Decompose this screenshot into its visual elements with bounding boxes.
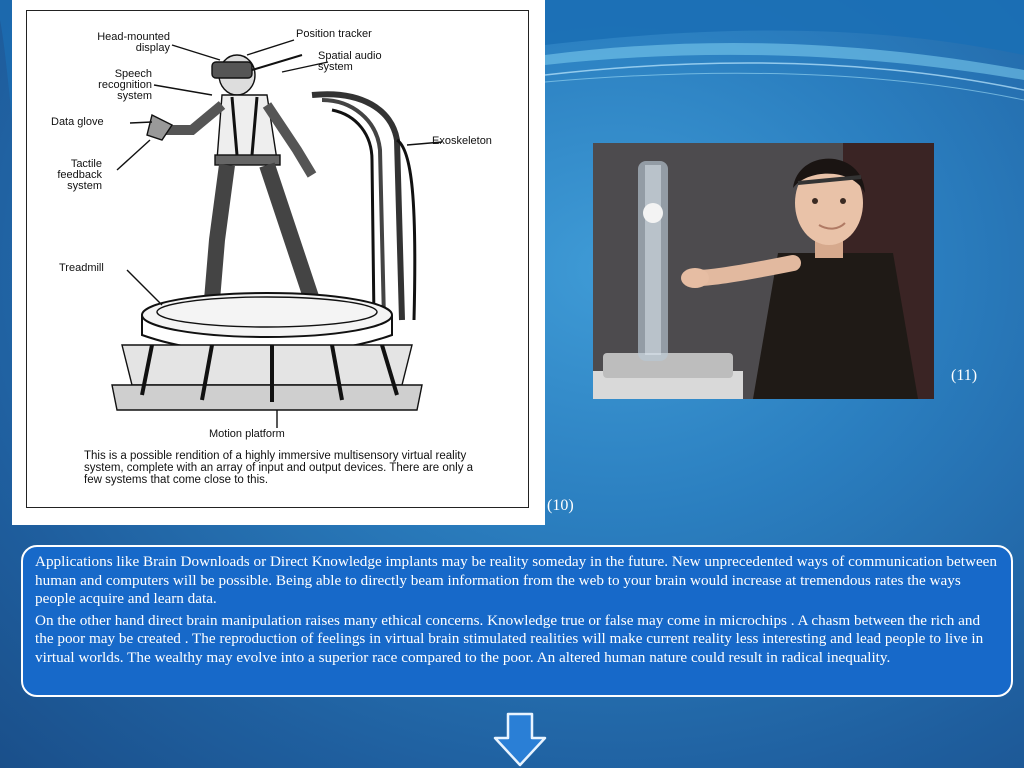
label-head-mounted-display: Head-mounted display <box>97 31 170 54</box>
vr-system-diagram <box>12 0 545 525</box>
paragraph-2: On the other hand direct brain manipulation raises many ethical concerns. Knowledge true or false may come in microchips . A chasm between the rich and the poor may be created . The reproduction of feelings in virtual brain stimulated realities will make current reality less interesting and lead people to live in virtual worlds. The wealthy may evolve into a superior race compared to the poor. An altered human nature could result in radical inequality. <box>35 611 984 666</box>
boy-headset-photo <box>593 143 934 399</box>
photo-illustration <box>593 143 934 399</box>
reference-10: (10) <box>547 497 574 514</box>
text-box <box>21 545 1013 697</box>
diagram-caption: This is a possible rendition of a highly immersive multisensory virtual reality system, complete with an array of input and output devices. There are only a few systems that come close to this. <box>84 450 474 486</box>
label-data-glove: Data glove <box>51 116 104 128</box>
label-tactile-feedback: Tactile feedback system <box>57 158 102 192</box>
down-arrow-icon[interactable] <box>492 712 548 768</box>
label-exoskeleton: Exoskeleton <box>432 135 492 147</box>
label-treadmill: Treadmill <box>59 262 104 274</box>
paragraph-1: Applications like Brain Downloads or Direct Knowledge implants may be reality someday in the future. New unprecedented ways of communication between human and computers will be possible. Being able to directly beam information from the web to your brain would increase at tremendous rates the ways people acquire and learn data. <box>35 553 998 608</box>
label-speech-recognition: Speech recognition system <box>98 68 152 102</box>
label-motion-platform: Motion platform <box>209 428 285 440</box>
reference-11: (11) <box>951 367 978 384</box>
label-spatial-audio: Spatial audio system <box>318 50 382 73</box>
label-position-tracker: Position tracker <box>296 28 372 40</box>
